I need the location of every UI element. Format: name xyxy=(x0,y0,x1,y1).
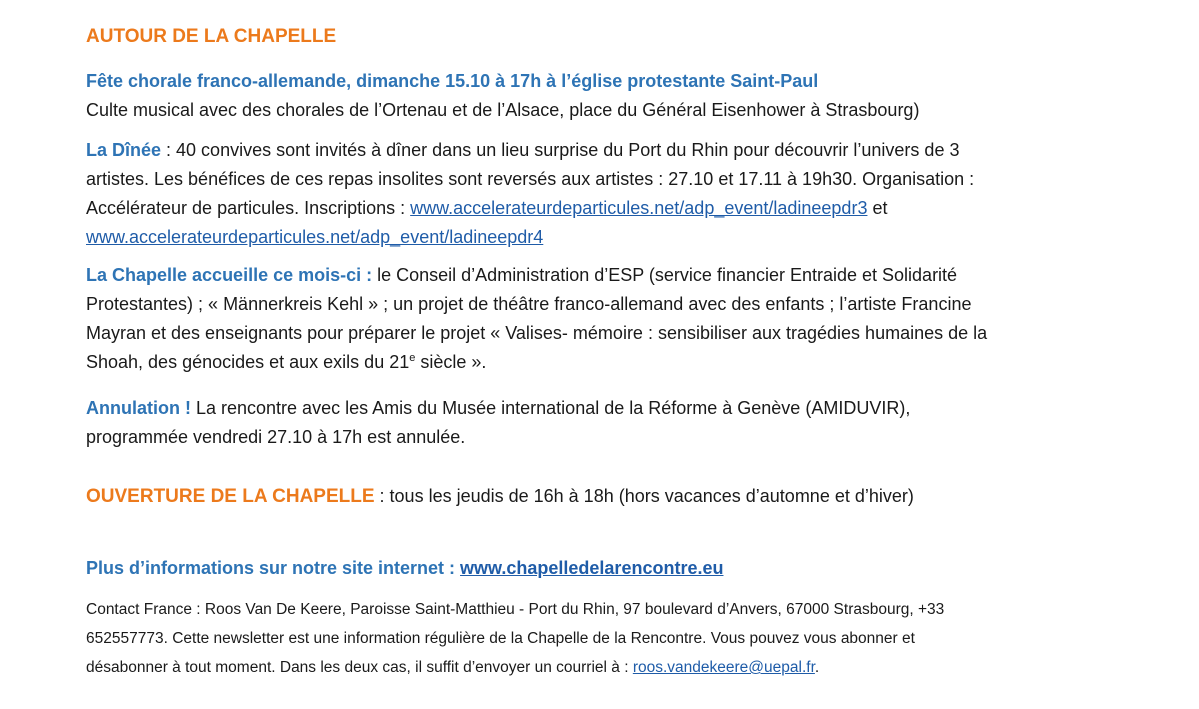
fete-title: Fête chorale franco-allemande, dimanche 15.10 à 17h à l’église protestante Saint-Paul xyxy=(86,71,819,91)
dinee-text3: Accélérateur de particules. Inscriptions : xyxy=(86,198,411,218)
website-link[interactable]: www.chapelledelarencontre.eu xyxy=(460,558,724,578)
dinee-text1: : 40 convives sont invités à dîner dans un lieu surprise du Port du Rhin pour découvrir l’univers de 3 xyxy=(161,140,960,160)
dinee-line4 xyxy=(86,223,1126,252)
accueil-block xyxy=(86,261,1126,377)
accueil-sup: e xyxy=(409,352,416,364)
accueil-line3: Mayran et des enseignants pour préparer le projet « Valises- mémoire : sensibiliser aux tragédies humaines de la xyxy=(86,323,988,343)
info-line xyxy=(86,554,1126,583)
info-block xyxy=(86,554,1126,583)
accueil-text1: le Conseil d’Administration d’ESP (service financier Entraide et Solidarité xyxy=(372,265,958,285)
annulation-text1: La rencontre avec les Amis du Musée international de la Réforme à Genève (AMIDUVIR), xyxy=(190,398,911,418)
ouverture-block xyxy=(86,482,1126,511)
dinee-line1 xyxy=(86,136,1126,165)
accueil-line1 xyxy=(86,261,1126,290)
annulation-line1 xyxy=(86,394,1126,423)
section-heading-autour: AUTOUR DE LA CHAPELLE xyxy=(86,26,337,47)
contact-line1: Contact France : Roos Van De Keere, Paroisse Saint-Matthieu - Port du Rhin, 97 boulevard d’Anvers, 67000 Strasbourg, +33 xyxy=(86,601,945,618)
ouverture-heading: OUVERTURE DE LA CHAPELLE xyxy=(86,486,375,507)
contact-text3: désabonner à tout moment. Dans les deux cas, il suffit d’envoyer un courriel à : xyxy=(86,659,633,676)
info-label: Plus d’informations sur notre site internet : xyxy=(86,558,461,578)
annulation-line2: programmée vendredi 27.10 à 17h est annulée. xyxy=(86,427,466,447)
accueil-label: La Chapelle accueille ce mois-ci : xyxy=(86,265,373,285)
accueil-text4b: siècle ». xyxy=(415,352,487,372)
dinee-label: La Dînée xyxy=(86,140,162,160)
annulation-block xyxy=(86,394,1126,452)
contact-end: . xyxy=(814,659,820,676)
accueil-text4a: Shoah, des génocides et aux exils du 21 xyxy=(86,352,410,372)
dinee-link-2[interactable]: www.accelerateurdeparticules.net/adp_event/ladineepdr4 xyxy=(86,227,544,247)
email-link[interactable]: roos.vandekeere@uepal.fr xyxy=(632,659,815,676)
dinee-line3 xyxy=(86,194,1126,223)
dinee-block xyxy=(86,136,1126,252)
accueil-line2: Protestantes) ; « Männerkreis Kehl » ; un projet de théâtre franco-allemand avec des enfants ; l’artiste Francine xyxy=(86,294,972,314)
dinee-link-1[interactable]: www.accelerateurdeparticules.net/adp_event/ladineepdr3 xyxy=(410,198,868,218)
ouverture-text: : tous les jeudis de 16h à 18h (hors vacances d’automne et d’hiver) xyxy=(374,486,914,506)
ouverture-line xyxy=(86,482,1126,511)
contact-line3 xyxy=(86,653,1126,682)
annulation-label: Annulation ! xyxy=(86,398,191,418)
fete-block xyxy=(86,67,1126,125)
dinee-line2: artistes. Les bénéfices de ces repas insolites sont reversés aux artistes : 27.10 et 17.11 à 19h30. Organisation : xyxy=(86,169,975,189)
dinee-and: et xyxy=(867,198,888,218)
accueil-line4 xyxy=(86,348,1126,377)
fete-text: Culte musical avec des chorales de l’Ortenau et de l’Alsace, place du Général Eisenhower à Strasbourg) xyxy=(86,100,920,120)
contact-block xyxy=(86,595,1126,682)
contact-line2: 652557773. Cette newsletter est une information régulière de la Chapelle de la Rencontre. Vous pouvez vous abonner et xyxy=(86,630,915,647)
